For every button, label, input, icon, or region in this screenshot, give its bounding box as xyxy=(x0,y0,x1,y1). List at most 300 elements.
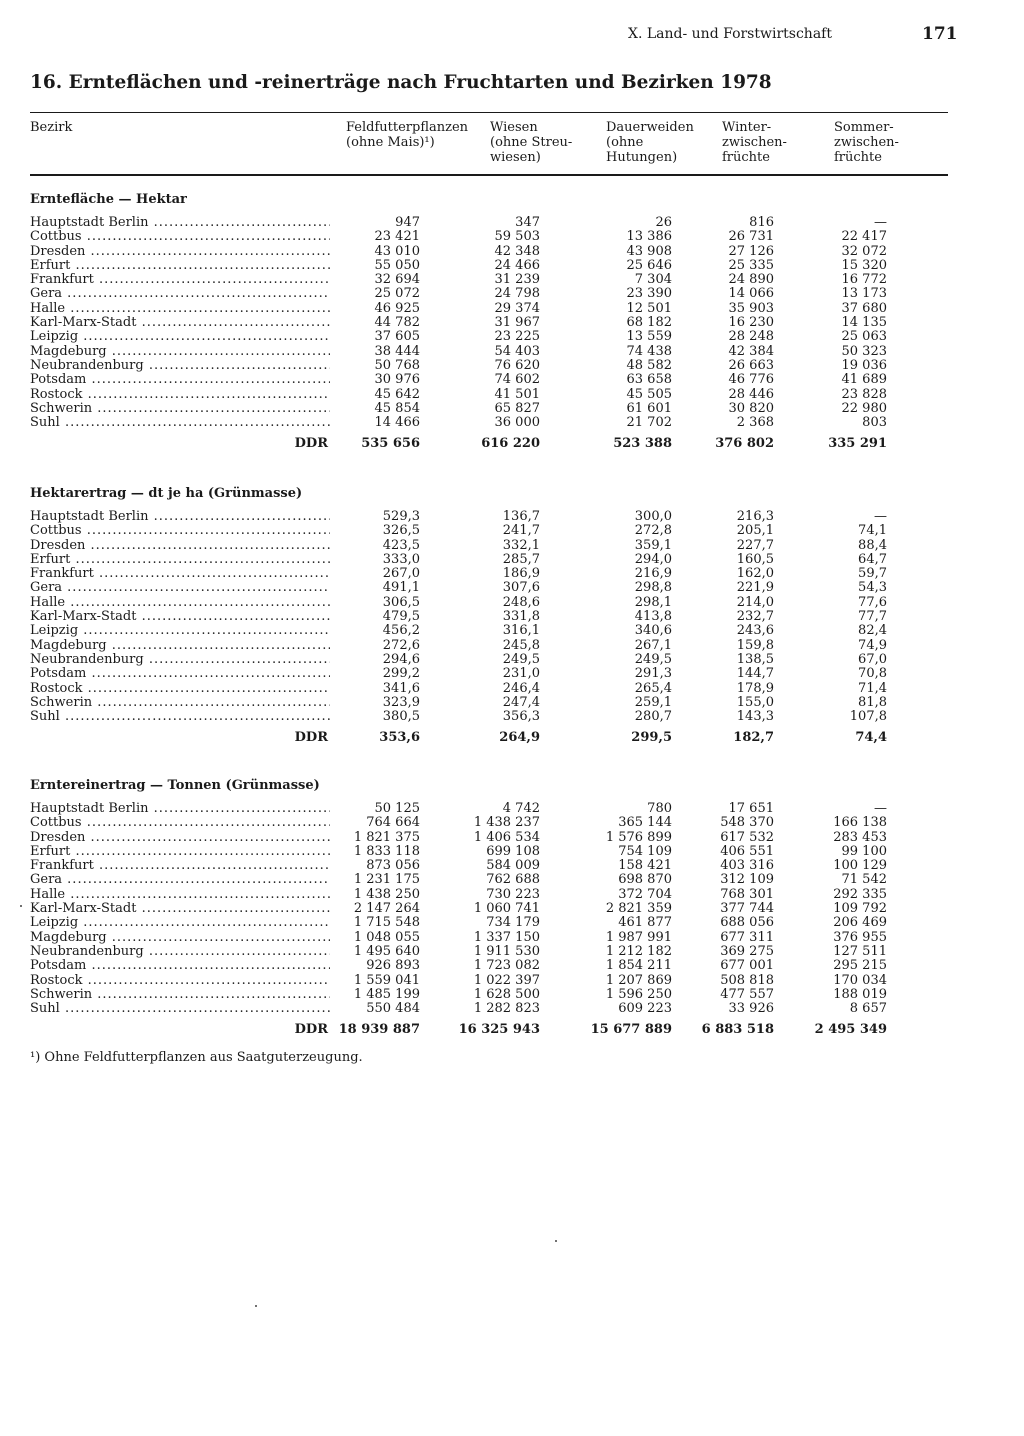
table-cell: 246,4 xyxy=(502,680,540,696)
table-cell: 326,5 xyxy=(382,523,420,539)
bezirk-name: Erfurt ..... xyxy=(30,259,330,273)
bezirk-name: Gera ..... xyxy=(30,581,330,595)
table-cell: 32 072 xyxy=(841,243,887,259)
table-cell: 13 559 xyxy=(626,329,672,345)
table-cell: 24 466 xyxy=(494,257,540,273)
bezirk-name: Magdeburg ..... xyxy=(30,931,330,945)
table-cell: 50 323 xyxy=(841,343,887,359)
table-cell: 292 335 xyxy=(833,886,887,902)
table-cell: 372 704 xyxy=(618,886,672,902)
table-cell: 306,5 xyxy=(382,594,420,610)
table-cell: 138,5 xyxy=(736,651,774,667)
table-cell: 186,9 xyxy=(502,566,540,582)
table-cell: 178,9 xyxy=(736,680,774,696)
table-cell: 45 642 xyxy=(374,386,420,402)
table-row xyxy=(0,373,1024,387)
table-cell: 699 108 xyxy=(486,843,540,859)
total-cell: 535 656 xyxy=(361,436,420,452)
table-cell: 23 828 xyxy=(841,386,887,402)
table-cell: 45 854 xyxy=(374,400,420,416)
table-cell: 461 877 xyxy=(618,915,672,931)
table-cell: 550 484 xyxy=(366,1001,420,1017)
total-cell: 523 388 xyxy=(613,436,672,452)
table-cell: 341,6 xyxy=(382,680,420,696)
table-cell: 35 903 xyxy=(728,300,774,316)
bezirk-name: Cottbus ..... xyxy=(30,816,330,830)
table-row xyxy=(0,845,1024,859)
table-row xyxy=(0,988,1024,1002)
table-cell: 1 337 150 xyxy=(473,929,540,945)
total-row xyxy=(0,434,1024,454)
bezirk-name: Halle ..... xyxy=(30,596,330,610)
total-label: DDR xyxy=(294,730,328,746)
bezirk-name: Neubrandenburg ..... xyxy=(30,653,330,667)
table-cell: 280,7 xyxy=(634,709,672,725)
table-cell: — xyxy=(874,215,887,230)
running-section-title: X. Land- und Forstwirtschaft xyxy=(628,26,832,42)
table-cell: 22 417 xyxy=(841,229,887,245)
table-row xyxy=(0,916,1024,930)
table-cell: 8 657 xyxy=(849,1001,887,1017)
table-cell: 23 421 xyxy=(374,229,420,245)
total-cell: 264,9 xyxy=(499,730,540,746)
table-row xyxy=(0,902,1024,916)
bezirk-name: Dresden ..... xyxy=(30,831,330,845)
table-cell: 74,9 xyxy=(858,637,887,653)
table-cell: 59 503 xyxy=(494,229,540,245)
table-cell: 16 772 xyxy=(841,272,887,288)
table-cell: 59,7 xyxy=(858,566,887,582)
table-cell: 307,6 xyxy=(502,580,540,596)
column-header-wiesen: Wiesen (ohne Streu- wiesen) xyxy=(490,120,573,165)
table-row xyxy=(0,287,1024,301)
table-row xyxy=(0,653,1024,667)
total-cell: 74,4 xyxy=(855,730,887,746)
bezirk-name: Leipzig ..... xyxy=(30,916,330,930)
table-cell: 333,0 xyxy=(382,551,420,567)
table-cell: 159,8 xyxy=(736,637,774,653)
table-cell: 22 980 xyxy=(841,400,887,416)
table-row xyxy=(0,859,1024,873)
table-cell: 14 066 xyxy=(728,286,774,302)
table-cell: 332,1 xyxy=(502,537,540,553)
table-row xyxy=(0,624,1024,638)
table-cell: 70,8 xyxy=(858,666,887,682)
table-cell: 1 207 869 xyxy=(605,972,672,988)
table-cell: 30 820 xyxy=(728,400,774,416)
bezirk-name: Erfurt ..... xyxy=(30,845,330,859)
table-cell: 617 532 xyxy=(720,829,774,845)
table-cell: 294,6 xyxy=(382,651,420,667)
table-cell: 55 050 xyxy=(374,257,420,273)
table-cell: 77,7 xyxy=(858,609,887,625)
table-cell: 74 602 xyxy=(494,372,540,388)
table-cell: 245,8 xyxy=(502,637,540,653)
bezirk-name: Rostock ..... xyxy=(30,388,330,402)
table-cell: 136,7 xyxy=(502,509,540,524)
table-cell: 26 663 xyxy=(728,357,774,373)
table-cell: 14 135 xyxy=(841,315,887,331)
total-label: DDR xyxy=(294,436,328,452)
section-heading: Erntereinertrag — Tonnen (Grünmasse) xyxy=(30,778,320,793)
table-row xyxy=(0,330,1024,344)
table-cell: 74 438 xyxy=(626,343,672,359)
table-cell: 780 xyxy=(647,801,672,816)
table-cell: 584 009 xyxy=(486,858,540,874)
table-cell: 144,7 xyxy=(736,666,774,682)
bezirk-name: Frankfurt ..... xyxy=(30,273,330,287)
table-row xyxy=(0,873,1024,887)
bezirk-name: Karl-Marx-Stadt ..... xyxy=(30,610,330,624)
table-cell: 19 036 xyxy=(841,357,887,373)
total-cell: 6 883 518 xyxy=(701,1022,774,1038)
table-cell: 88,4 xyxy=(858,537,887,553)
table-cell: 100 129 xyxy=(833,858,887,874)
table-cell: 188 019 xyxy=(833,986,887,1002)
table-cell: 376 955 xyxy=(833,929,887,945)
table-cell: 170 034 xyxy=(833,972,887,988)
table-cell: 46 776 xyxy=(728,372,774,388)
table-cell: 754 109 xyxy=(618,843,672,859)
table-row xyxy=(0,1002,1024,1016)
table-cell: 23 390 xyxy=(626,286,672,302)
table-cell: 272,6 xyxy=(382,637,420,653)
table-cell: 477 557 xyxy=(720,986,774,1002)
table-cell: 31 967 xyxy=(494,315,540,331)
table-cell: 36 000 xyxy=(494,415,540,431)
table-cell: 158 421 xyxy=(618,858,672,874)
table-cell: 16 230 xyxy=(728,315,774,331)
table-cell: 77,6 xyxy=(858,594,887,610)
table-cell: 17 651 xyxy=(728,801,774,816)
table-row xyxy=(0,682,1024,696)
table-cell: 1 060 741 xyxy=(473,901,540,917)
table-cell: 1 212 182 xyxy=(605,943,672,959)
table-cell: 300,0 xyxy=(634,509,672,524)
table-cell: 48 582 xyxy=(626,357,672,373)
table-cell: 1 833 118 xyxy=(353,843,420,859)
table-cell: 1 022 397 xyxy=(473,972,540,988)
table-cell: 768 301 xyxy=(720,886,774,902)
table-cell: 38 444 xyxy=(374,343,420,359)
table-row xyxy=(0,931,1024,945)
total-cell: 182,7 xyxy=(733,730,774,746)
table-cell: 127 511 xyxy=(833,943,887,959)
table-cell: 265,4 xyxy=(634,680,672,696)
table-cell: 7 304 xyxy=(634,272,672,288)
table-row xyxy=(0,402,1024,416)
bezirk-name: Hauptstadt Berlin ..... xyxy=(30,802,330,816)
bezirk-name: Hauptstadt Berlin ..... xyxy=(30,510,330,524)
table-cell: 206 469 xyxy=(833,915,887,931)
section-heading: Erntefläche — Hektar xyxy=(30,192,187,207)
table-cell: 74,1 xyxy=(858,523,887,539)
table-cell: 1 911 530 xyxy=(473,943,540,959)
bezirk-name: Gera ..... xyxy=(30,873,330,887)
total-label: DDR xyxy=(294,1022,328,1038)
table-cell: 232,7 xyxy=(736,609,774,625)
bezirk-name: Cottbus ..... xyxy=(30,230,330,244)
table-row xyxy=(0,696,1024,710)
table-cell: 54,3 xyxy=(858,580,887,596)
table-row xyxy=(0,316,1024,330)
table-cell: 283 453 xyxy=(833,829,887,845)
column-header-feldfutterpflanzen: Feldfutterpflanzen (ohne Mais)¹) xyxy=(346,120,469,150)
table-cell: 508 818 xyxy=(720,972,774,988)
table-cell: 25 646 xyxy=(626,257,672,273)
table-cell: 677 311 xyxy=(720,929,774,945)
table-cell: 359,1 xyxy=(634,537,672,553)
total-cell: 376 802 xyxy=(715,436,774,452)
table-cell: 42 384 xyxy=(728,343,774,359)
bezirk-name: Dresden ..... xyxy=(30,539,330,553)
table-header-rule xyxy=(30,174,948,176)
table-cell: — xyxy=(874,801,887,816)
table-cell: 37 680 xyxy=(841,300,887,316)
total-cell: 353,6 xyxy=(379,730,420,746)
column-header-dauerweiden: Dauerweiden (ohne Hutungen) xyxy=(606,120,694,165)
total-cell: 335 291 xyxy=(828,436,887,452)
table-cell: 43 908 xyxy=(626,243,672,259)
table-cell: 24 890 xyxy=(728,272,774,288)
table-cell: 2 821 359 xyxy=(605,901,672,917)
table-row xyxy=(0,610,1024,624)
table-cell: 356,3 xyxy=(502,709,540,725)
data-rows xyxy=(0,216,1024,454)
bezirk-name: Neubrandenburg ..... xyxy=(30,359,330,373)
data-rows xyxy=(0,510,1024,748)
table-cell: 1 596 250 xyxy=(605,986,672,1002)
table-cell: 548 370 xyxy=(720,815,774,831)
table-cell: 312 109 xyxy=(720,872,774,888)
table-row xyxy=(0,359,1024,373)
table-cell: 267,1 xyxy=(634,637,672,653)
table-cell: 33 926 xyxy=(728,1001,774,1017)
table-cell: 13 173 xyxy=(841,286,887,302)
column-header-winterzwischenfruechte: Winter- zwischen- früchte xyxy=(722,120,787,165)
table-cell: 27 126 xyxy=(728,243,774,259)
bezirk-name: Frankfurt ..... xyxy=(30,567,330,581)
table-cell: 64,7 xyxy=(858,551,887,567)
table-cell: 45 505 xyxy=(626,386,672,402)
table-cell: 479,5 xyxy=(382,609,420,625)
table-cell: 873 056 xyxy=(366,858,420,874)
bezirk-name: Cottbus ..... xyxy=(30,524,330,538)
table-cell: 529,3 xyxy=(382,509,420,524)
table-row xyxy=(0,710,1024,724)
table-cell: 23 225 xyxy=(494,329,540,345)
table-cell: 259,1 xyxy=(634,694,672,710)
bezirk-name: Rostock ..... xyxy=(30,682,330,696)
table-cell: 76 620 xyxy=(494,357,540,373)
table-cell: 762 688 xyxy=(486,872,540,888)
table-cell: 1 438 250 xyxy=(353,886,420,902)
bezirk-name: Halle ..... xyxy=(30,888,330,902)
table-cell: 316,1 xyxy=(502,623,540,639)
table-cell: 456,2 xyxy=(382,623,420,639)
table-cell: 14 466 xyxy=(374,415,420,431)
table-cell: 734 179 xyxy=(486,915,540,931)
bezirk-name: Leipzig ..... xyxy=(30,624,330,638)
table-cell: 41 689 xyxy=(841,372,887,388)
table-row xyxy=(0,816,1024,830)
table-cell: 1 723 082 xyxy=(473,958,540,974)
table-cell: 403 316 xyxy=(720,858,774,874)
table-cell: 1 231 175 xyxy=(353,872,420,888)
table-cell: 205,1 xyxy=(736,523,774,539)
table-cell: 803 xyxy=(862,415,887,431)
footnote: ¹) Ohne Feldfutterpflanzen aus Saatguterzeugung. xyxy=(30,1050,363,1065)
bezirk-name: Karl-Marx-Stadt ..... xyxy=(30,316,330,330)
table-cell: 698 870 xyxy=(618,872,672,888)
table-cell: 61 601 xyxy=(626,400,672,416)
table-cell: 21 702 xyxy=(626,415,672,431)
table-cell: 30 976 xyxy=(374,372,420,388)
table-cell: 43 010 xyxy=(374,243,420,259)
table-cell: 166 138 xyxy=(833,815,887,831)
total-row xyxy=(0,1020,1024,1040)
table-cell: 25 063 xyxy=(841,329,887,345)
table-cell: 241,7 xyxy=(502,523,540,539)
table-cell: 12 501 xyxy=(626,300,672,316)
table-cell: 299,2 xyxy=(382,666,420,682)
table-row xyxy=(0,974,1024,988)
table-row xyxy=(0,388,1024,402)
bezirk-name: Potsdam ..... xyxy=(30,959,330,973)
table-cell: 231,0 xyxy=(502,666,540,682)
table-cell: 926 893 xyxy=(366,958,420,974)
table-cell: 1 559 041 xyxy=(353,972,420,988)
table-cell: 248,6 xyxy=(502,594,540,610)
table-cell: 285,7 xyxy=(502,551,540,567)
total-cell: 15 677 889 xyxy=(590,1022,672,1038)
table-cell: 1 854 211 xyxy=(605,958,672,974)
table-row xyxy=(0,216,1024,230)
table-cell: 67,0 xyxy=(858,651,887,667)
table-cell: 406 551 xyxy=(720,843,774,859)
table-cell: 227,7 xyxy=(736,537,774,553)
bezirk-name: Magdeburg ..... xyxy=(30,639,330,653)
table-cell: 247,4 xyxy=(502,694,540,710)
table-row xyxy=(0,524,1024,538)
table-cell: 214,0 xyxy=(736,594,774,610)
table-cell: 221,9 xyxy=(736,580,774,596)
table-row xyxy=(0,245,1024,259)
table-cell: 1 282 823 xyxy=(473,1001,540,1017)
table-cell: 331,8 xyxy=(502,609,540,625)
table-row xyxy=(0,959,1024,973)
table-cell: 13 386 xyxy=(626,229,672,245)
table-cell: 162,0 xyxy=(736,566,774,582)
table-cell: 323,9 xyxy=(382,694,420,710)
table-row xyxy=(0,345,1024,359)
table-cell: 155,0 xyxy=(736,694,774,710)
table-cell: 50 125 xyxy=(374,801,420,816)
table-cell: 291,3 xyxy=(634,666,672,682)
table-cell: 1 406 534 xyxy=(473,829,540,845)
bezirk-name: Rostock ..... xyxy=(30,974,330,988)
table-cell: 24 798 xyxy=(494,286,540,302)
table-row xyxy=(0,302,1024,316)
table-cell: 369 275 xyxy=(720,943,774,959)
table-cell: 71,4 xyxy=(858,680,887,696)
total-cell: 18 939 887 xyxy=(338,1022,420,1038)
bezirk-name: Neubrandenburg ..... xyxy=(30,945,330,959)
table-cell: 29 374 xyxy=(494,300,540,316)
table-row xyxy=(0,802,1024,816)
table-cell: 764 664 xyxy=(366,815,420,831)
table-cell: 28 446 xyxy=(728,386,774,402)
table-top-rule xyxy=(30,112,948,113)
table-cell: 216,9 xyxy=(634,566,672,582)
table-row xyxy=(0,945,1024,959)
section-heading: Hektarertrag — dt je ha (Grünmasse) xyxy=(30,486,303,501)
total-cell: 2 495 349 xyxy=(814,1022,887,1038)
table-cell: 365 144 xyxy=(618,815,672,831)
table-cell: 81,8 xyxy=(858,694,887,710)
table-cell: 677 001 xyxy=(720,958,774,974)
table-cell: 1 495 640 xyxy=(353,943,420,959)
table-cell: 15 320 xyxy=(841,257,887,273)
bezirk-name: Dresden ..... xyxy=(30,245,330,259)
table-cell: 44 782 xyxy=(374,315,420,331)
table-cell: 32 694 xyxy=(374,272,420,288)
bezirk-name: Halle ..... xyxy=(30,302,330,316)
table-cell: 347 xyxy=(515,215,540,230)
bezirk-name: Schwerin ..... xyxy=(30,402,330,416)
table-cell: 249,5 xyxy=(502,651,540,667)
table-cell: 216,3 xyxy=(736,509,774,524)
table-cell: 294,0 xyxy=(634,551,672,567)
table-cell: 491,1 xyxy=(382,580,420,596)
table-cell: 380,5 xyxy=(382,709,420,725)
table-cell: 143,3 xyxy=(736,709,774,725)
bezirk-name: Magdeburg ..... xyxy=(30,345,330,359)
table-cell: 37 605 xyxy=(374,329,420,345)
table-cell: 249,5 xyxy=(634,651,672,667)
table-cell: 609 223 xyxy=(618,1001,672,1017)
total-cell: 299,5 xyxy=(631,730,672,746)
table-cell: 1 715 548 xyxy=(353,915,420,931)
table-row xyxy=(0,510,1024,524)
data-rows xyxy=(0,802,1024,1040)
table-cell: 25 072 xyxy=(374,286,420,302)
table-row xyxy=(0,553,1024,567)
table-cell: 2 147 264 xyxy=(353,901,420,917)
table-row xyxy=(0,667,1024,681)
bezirk-name: Leipzig ..... xyxy=(30,330,330,344)
table-cell: 107,8 xyxy=(849,709,887,725)
table-cell: 1 987 991 xyxy=(605,929,672,945)
table-cell: 1 628 500 xyxy=(473,986,540,1002)
table-cell: 413,8 xyxy=(634,609,672,625)
table-cell: 1 576 899 xyxy=(605,829,672,845)
bezirk-name: Potsdam ..... xyxy=(30,667,330,681)
bezirk-name: Suhl ..... xyxy=(30,1002,330,1016)
table-cell: 272,8 xyxy=(634,523,672,539)
table-title: 16. Ernteflächen und -reinerträge nach Fruchtarten und Bezirken 1978 xyxy=(30,72,772,93)
table-cell: 41 501 xyxy=(494,386,540,402)
bezirk-name: Schwerin ..... xyxy=(30,988,330,1002)
table-cell: — xyxy=(874,509,887,524)
table-row xyxy=(0,539,1024,553)
table-cell: 26 731 xyxy=(728,229,774,245)
table-cell: 423,5 xyxy=(382,537,420,553)
table-cell: 68 182 xyxy=(626,315,672,331)
bezirk-name: Schwerin ..... xyxy=(30,696,330,710)
table-cell: 730 223 xyxy=(486,886,540,902)
table-cell: 298,8 xyxy=(634,580,672,596)
